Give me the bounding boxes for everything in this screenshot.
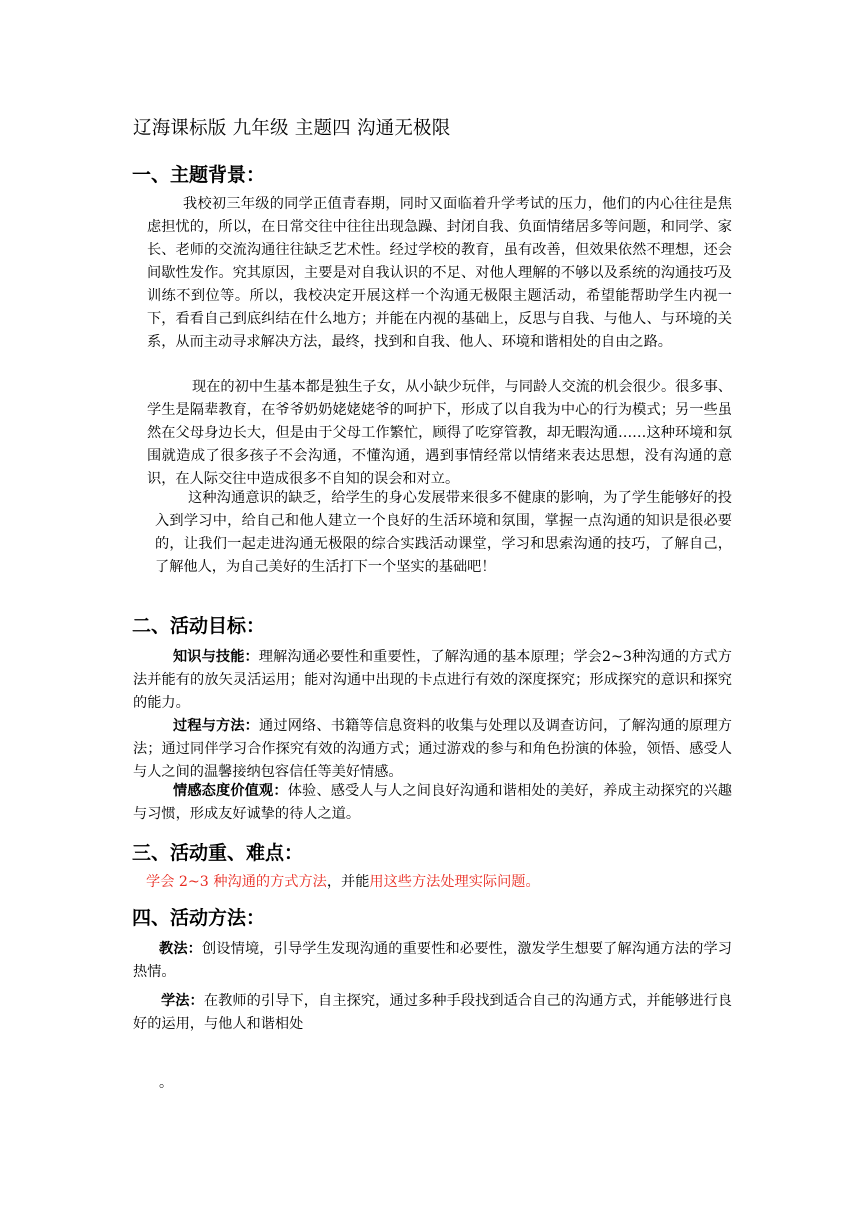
goal-knowledge-text: 理解沟通必要性和重要性，了解沟通的基本原理；学会2~3种沟通的方式方法并能有的放矢灵活运用；能对沟通中出现的卡点进行有效的深度探究；形成探究的意识和探究的能力。 xyxy=(133,649,732,711)
method-teaching-text: 创设情境，引导学生发现沟通的重要性和必要性，激发学生想要了解沟通方法的学习热情。 xyxy=(133,941,732,980)
goal-emotion-text: 体验、感受人与人之间良好沟通和谐相处的美好，养成主动探究的兴趣与习惯，形成友好诚挚的待人之道。 xyxy=(133,783,732,822)
goal-emotion-label: 情感态度价值观： xyxy=(173,783,288,799)
goal-knowledge xyxy=(133,646,732,715)
key-points-text xyxy=(146,871,732,894)
key-point-connector: ，并能 xyxy=(326,874,370,890)
key-point-application: 用这些方法处理实际问题。 xyxy=(369,874,540,890)
method-learning-label: 学法： xyxy=(161,993,204,1009)
goal-process-text: 通过网络、书籍等信息资料的收集与处理以及调查访问，了解沟通的原理方法；通过同伴学习合作探究有效的沟通方式；通过游戏的参与和角色扮演的体验，领悟、感受人与人之间的温馨接纳包容信任等美好情感。 xyxy=(133,718,732,780)
section-heading-methods: 四、活动方法： xyxy=(132,907,266,929)
goal-process xyxy=(133,715,732,784)
section-heading-goals: 二、活动目标： xyxy=(132,615,266,637)
goal-process-label: 过程与方法： xyxy=(173,718,260,734)
method-learning xyxy=(133,990,732,1036)
section-heading-background: 一、主题背景： xyxy=(132,164,266,186)
trailing-punctuation: 。 xyxy=(159,1075,173,1091)
key-point-methods: 学会 2~3 种沟通的方式方法 xyxy=(146,874,327,890)
section-heading-key-points: 三、活动重、难点： xyxy=(132,842,304,864)
method-learning-text: 在教师的引导下，自主探究，通过多种手段找到适合自己的沟通方式，并能够进行良好的运用，与他人和谐相处 xyxy=(133,993,732,1032)
method-teaching xyxy=(133,938,732,984)
document-title: 辽海课标版 九年级 主题四 沟通无极限 xyxy=(133,118,451,139)
goal-knowledge-label: 知识与技能： xyxy=(173,649,259,665)
background-paragraph-1: 我校初三年级的同学正值青春期，同时又面临着升学考试的压力，他们的内心往往是焦虑担忧的，所以，在日常交往中往往出现急躁、封闭自我、负面情绪居多等问题，和同学、家长、老师的交流沟通往往缺乏艺术性。经过学校的教育，虽有改善，但效果依然不理想，还会间歇性发作。究其原因，主要是对自我认识的不足、对他人理解的不够以及系统的沟通技巧及训练不到位等。所以，我校决定开展这样一个沟通无极限主题活动，希望能帮助学生内视一下，看看自己到底纠结在什么地方；并能在内视的基础上，反思与自我、与他人、与环境的关系，从而主动寻求解决方法，最终，找到和自我、他人、环境和谐相处的自由之路。 xyxy=(147,196,732,350)
background-paragraph-2: 现在的初中生基本都是独生子女，从小缺少玩伴，与同龄人交流的机会很少。很多事、学生是隔辈教育，在爷爷奶奶姥姥姥爷的呵护下，形成了以自我为中心的行为模式；另一些虽然在父母身边长大，但是由于父母工作繁忙，顾得了吃穿管教，却无暇沟通……这种环境和氛围就造成了很多孩子不会沟通，不懂沟通，遇到事情经常以情绪来表达思想，没有沟通的意识，在人际交往中造成很多不自知的误会和对立。 xyxy=(147,379,732,487)
goal-emotion xyxy=(133,780,732,826)
method-teaching-label: 教法： xyxy=(159,941,202,957)
background-paragraph-3: 这种沟通意识的缺乏，给学生的身心发展带来很多不健康的影响，为了学生能够好的投入到学习中，给自己和他人建立一个良好的生活环境和氛围，掌握一点沟通的知识是很必要的，让我们一起走进沟通无极限的综合实践活动课堂，学习和思索沟通的技巧，了解自己，了解他人，为自己美好的生活打下一个坚实的基础吧！ xyxy=(155,490,732,575)
